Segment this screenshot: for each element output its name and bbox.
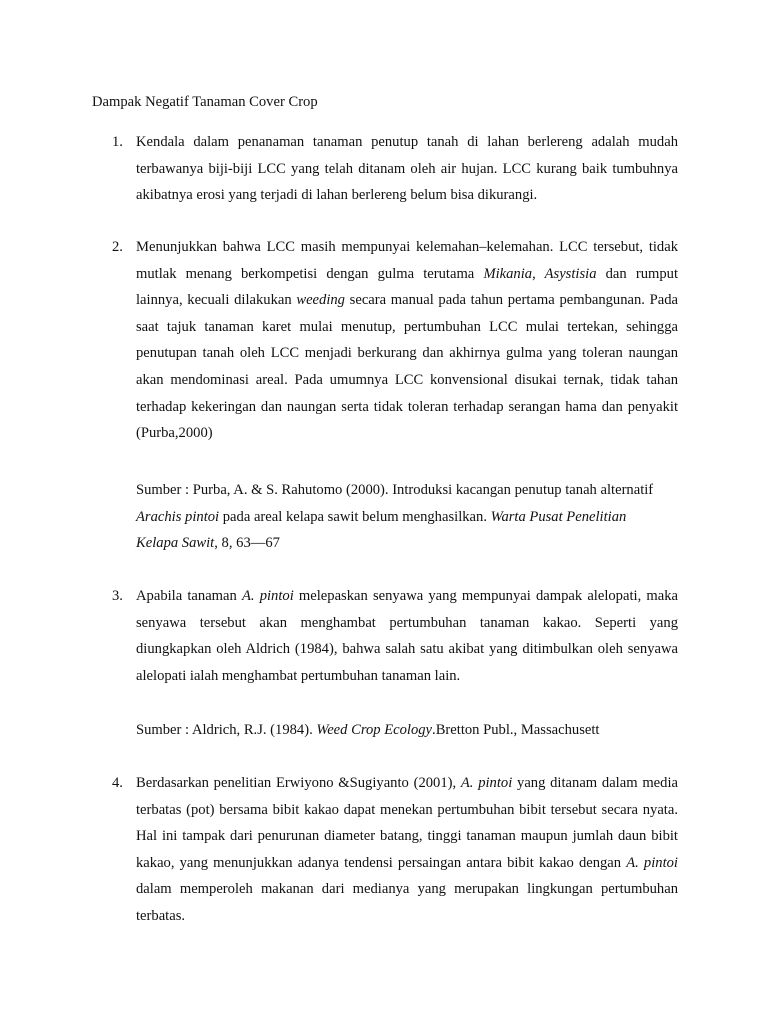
citation-line: Sumber : Aldrich, R.J. (1984). Weed Crop Ecology.Bretton Publ., Massachusett bbox=[136, 722, 600, 738]
list-item-number: 3. bbox=[112, 588, 123, 604]
citation-line: Arachis pintoi pada areal kelapa sawit belum menghasilkan. Warta Pusat Penelitian bbox=[136, 508, 627, 525]
source-citation bbox=[136, 717, 696, 744]
list-item-number: 1. bbox=[112, 134, 123, 150]
list-item-text: Berdasarkan penelitian Erwiyono &Sugiyanto (2001), A. pintoi yang ditanam dalam media terbatas (pot) bersama bibit kakao dapat menekan pertumbuhan bibit tersebut secara nyata. Hal ini tampak dari penurunan diameter batang, tinggi tanaman maupun jumlah daun bibit kakao, yang menunjukkan adanya tendensi persaingan antara bibit kakao dengan A. pintoi dalam memperoleh makanan dari medianya yang merupakan lingkungan pertumbuhan terbatas. bbox=[136, 775, 678, 924]
citation-line: Kelapa Sawit, 8, 63—67 bbox=[136, 535, 280, 552]
source-citation bbox=[136, 477, 696, 557]
document-title: Dampak Negatif Tanaman Cover Crop bbox=[92, 94, 318, 110]
list-item-text: Kendala dalam penanaman tanaman penutup tanah di lahan berlereng adalah mudah terbawanya biji-biji LCC yang telah ditanam oleh air hujan. LCC kurang baik tumbuhnya akibatnya erosi yang terjadi di lahan berlereng belum bisa dikurangi. bbox=[136, 134, 678, 204]
citation-line: Sumber : Purba, A. & S. Rahutomo (2000). Introduksi kacangan penutup tanah alternatif bbox=[136, 482, 654, 498]
list-item-number: 2. bbox=[112, 239, 123, 255]
list-item-text: Apabila tanaman A. pintoi melepaskan senyawa yang mempunyai dampak alelopati, maka senyawa tersebut akan menghambat pertumbuhan tanaman kakao. Seperti yang diungkapkan oleh Aldrich (1984), bahwa salah satu akibat yang ditimbulkan oleh senyawa alelopati ialah menghambat pertumbuhan tanaman lain. bbox=[136, 588, 678, 684]
list-item-text: Menunjukkan bahwa LCC masih mempunyai kelemahan–kelemahan. LCC tersebut, tidak mutlak menang berkompetisi dengan gulma terutama Mikania, Asystisia dan rumput lainnya, kecuali dilakukan weeding secara manual pada tahun pertama pembangunan. Pada saat tajuk tanaman karet mulai menutup, pertumbuhan LCC mulai tertekan, sehingga penutupan tanah oleh LCC menjadi berkurang dan akhirnya gulma yang toleran naungan akan mendominasi areal. Pada umumnya LCC konvensional disukai ternak, tidak tahan terhadap kekeringan dan naungan serta tidak toleran terhadap serangan hama dan penyakit (Purba,2000) bbox=[136, 239, 679, 442]
list-item-number: 4. bbox=[112, 775, 123, 791]
